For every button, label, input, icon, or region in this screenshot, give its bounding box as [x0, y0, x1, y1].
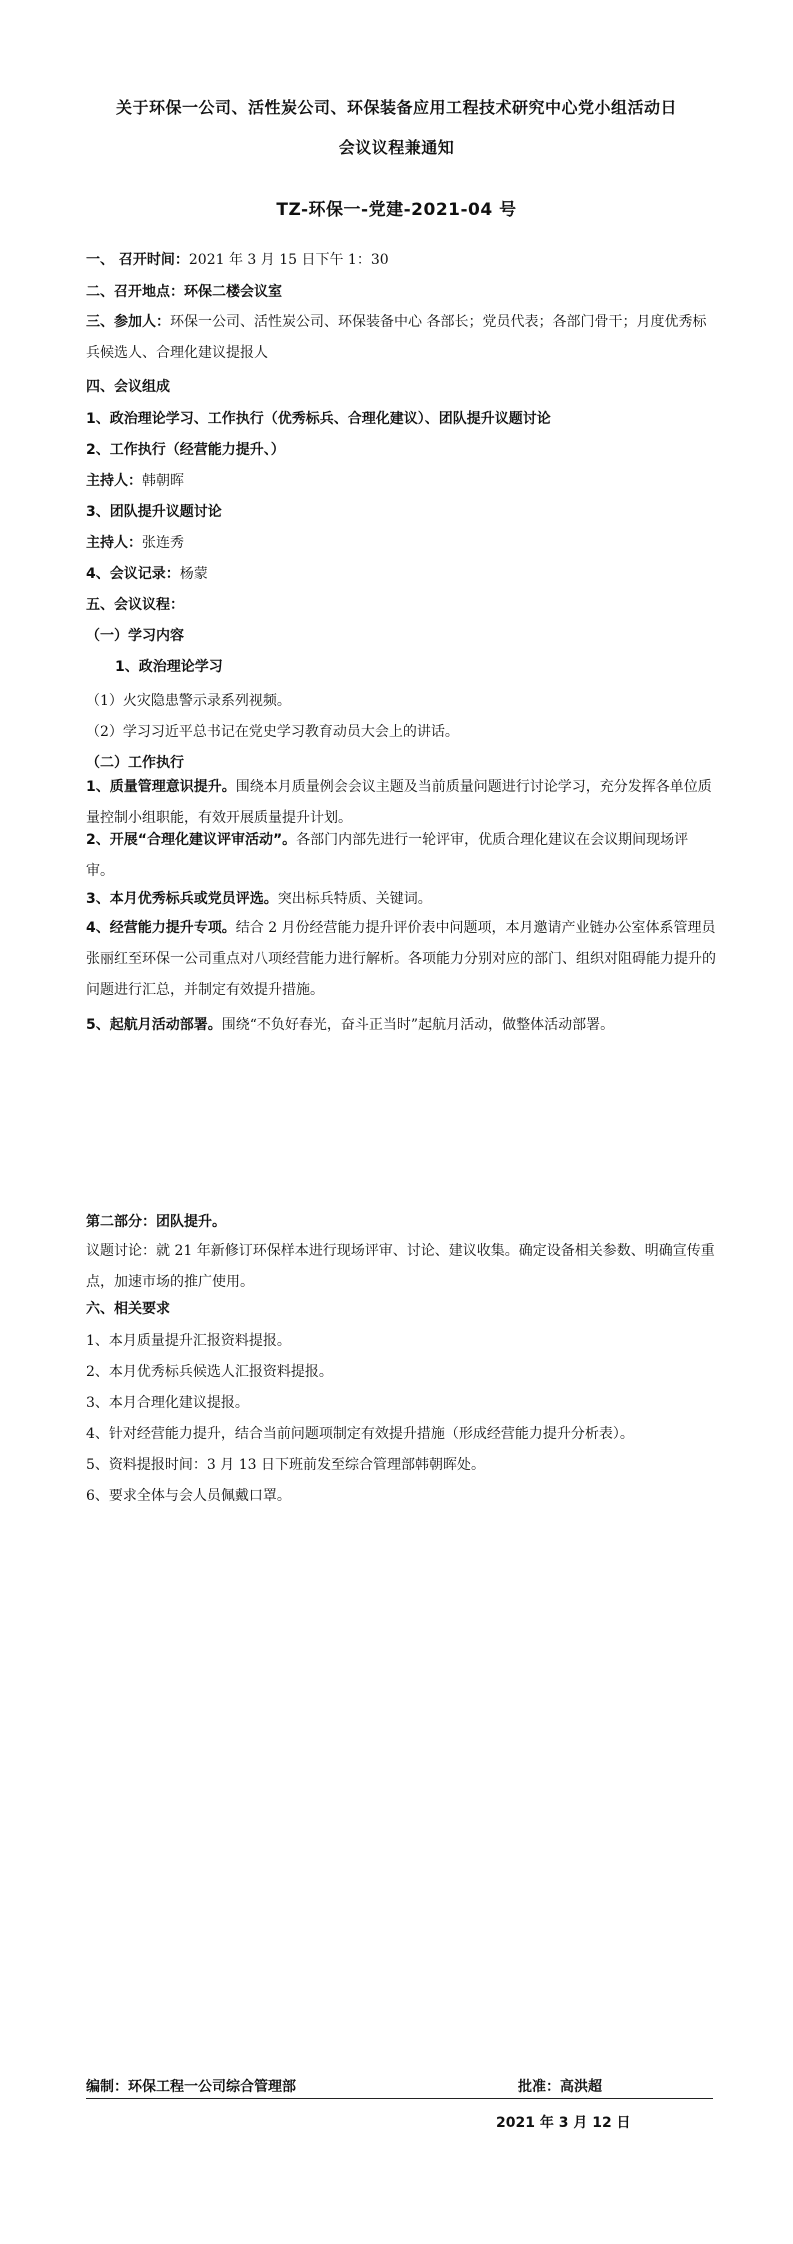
requirements-heading: 六、相关要求 — [86, 1301, 170, 1317]
study-item-1: （1）火灾隐患警示录系列视频。 — [86, 693, 291, 709]
issue-date: 2021 年 3 月 12 日 — [496, 2115, 631, 2131]
work-item-4-label: 4、经营能力提升专项。 — [86, 920, 236, 936]
work-item-1-label: 1、质量管理意识提升。 — [86, 779, 236, 795]
requirement-item-2: 2、本月优秀标兵候选人汇报资料提报。 — [86, 1364, 333, 1380]
approver: 批准：高洪超 — [518, 2079, 602, 2095]
work-heading: （二）工作执行 — [86, 755, 184, 771]
host-1-label: 主持人： — [86, 473, 142, 489]
part2-heading: 第二部分：团队提升。 — [86, 1214, 226, 1230]
work-item-4-text: 结合 2 月份经营能力提升评价表中问题项，本月邀请产业链办公室体系管理员张丽红至环保一公司重点对八项经营能力进行解析。各项能力分别对应的部门、组织对阻碍能力提升的问题进行汇总，并制定有效提升措施。 — [86, 920, 716, 998]
work-item-1-text: 围绕本月质量例会会议主题及当前质量问题进行讨论学习，充分发挥各单位质量控制小组职能，有效开展质量提升计划。 — [86, 779, 712, 826]
composition-item-2: 2、工作执行（经营能力提升、） — [86, 442, 285, 458]
requirement-item-3: 3、本月合理化建议提报。 — [86, 1395, 249, 1411]
requirement-item-6: 6、要求全体与会人员佩戴口罩。 — [86, 1488, 291, 1504]
part2-text: 议题讨论：就 21 年新修订环保样本进行现场评审、讨论、建议收集。确定设备相关参数、明确宣传重点，加速市场的推广使用。 — [86, 1243, 715, 1290]
meeting-time-label: 一、 召开时间： — [86, 252, 189, 268]
work-item-5-text: 围绕“不负好春光，奋斗正当时”起航月活动，做整体活动部署。 — [221, 1017, 615, 1033]
meeting-attendees — [86, 307, 716, 369]
editor: 编制：环保工程一公司综合管理部 — [86, 2079, 296, 2095]
document-number: TZ-环保一-党建-2021-04 号 — [276, 200, 517, 220]
recorder — [86, 565, 716, 583]
requirement-item-5: 5、资料提报时间：3 月 13 日下班前发至综合管理部韩朝晖处。 — [86, 1457, 485, 1473]
meeting-place — [86, 283, 716, 301]
politics-heading: 1、政治理论学习 — [115, 659, 223, 675]
recorder-value: 杨蒙 — [179, 566, 208, 582]
requirement-item-4: 4、针对经营能力提升，结合当前问题项制定有效提升措施（形成经营能力提升分析表）。 — [86, 1426, 634, 1442]
host-2-label: 主持人： — [86, 535, 142, 551]
composition-heading: 四、会议组成 — [86, 379, 170, 395]
requirement-item-1: 1、本月质量提升汇报资料提报。 — [86, 1333, 291, 1349]
attendees-value: 环保一公司、活性炭公司、环保装备中心 各部长；党员代表；各部门骨干；月度优秀标兵候选人、合理化建议提报人 — [86, 314, 707, 361]
work-item-3 — [86, 890, 716, 908]
document-title-line2: 会议议程兼通知 — [338, 138, 455, 157]
recorder-label: 4、会议记录： — [86, 566, 180, 582]
host-1 — [86, 472, 716, 490]
meeting-time — [86, 251, 716, 269]
host-2-value: 张连秀 — [142, 535, 184, 551]
signature-row — [86, 2076, 713, 2099]
composition-item-1: 1、政治理论学习、工作执行（优秀标兵、合理化建议）、团队提升议题讨论 — [86, 411, 551, 427]
composition-item-3: 3、团队提升议题讨论 — [86, 504, 222, 520]
meeting-time-value: 2021 年 3 月 15 日下午 1：30 — [188, 252, 389, 268]
meeting-place-value: 环保二楼会议室 — [184, 284, 282, 300]
work-item-5 — [86, 1016, 716, 1034]
work-item-5-label: 5、起航月活动部署。 — [86, 1017, 222, 1033]
work-item-3-text: 突出标兵特质、关键词。 — [277, 891, 432, 907]
agenda-heading: 五、会议议程： — [86, 597, 184, 613]
host-1-value: 韩朝晖 — [142, 473, 184, 489]
meeting-place-label: 二、召开地点： — [86, 284, 184, 300]
document-title-line1: 关于环保一公司、活性炭公司、环保装备应用工程技术研究中心党小组活动日 — [115, 98, 677, 117]
attendees-label: 三、参加人： — [86, 314, 170, 330]
host-2 — [86, 534, 716, 552]
work-item-3-label: 3、本月优秀标兵或党员评选。 — [86, 891, 278, 907]
work-item-4 — [86, 913, 716, 1006]
study-item-2: （2）学习习近平总书记在党史学习教育动员大会上的讲话。 — [86, 724, 459, 740]
work-item-2-label: 2、开展“合理化建议评审活动”。 — [86, 832, 297, 848]
work-item-2-text: 各部门内部先进行一轮评审，优质合理化建议在会议期间现场评审。 — [86, 832, 689, 879]
work-item-2 — [86, 825, 716, 887]
study-heading: （一）学习内容 — [86, 628, 184, 644]
